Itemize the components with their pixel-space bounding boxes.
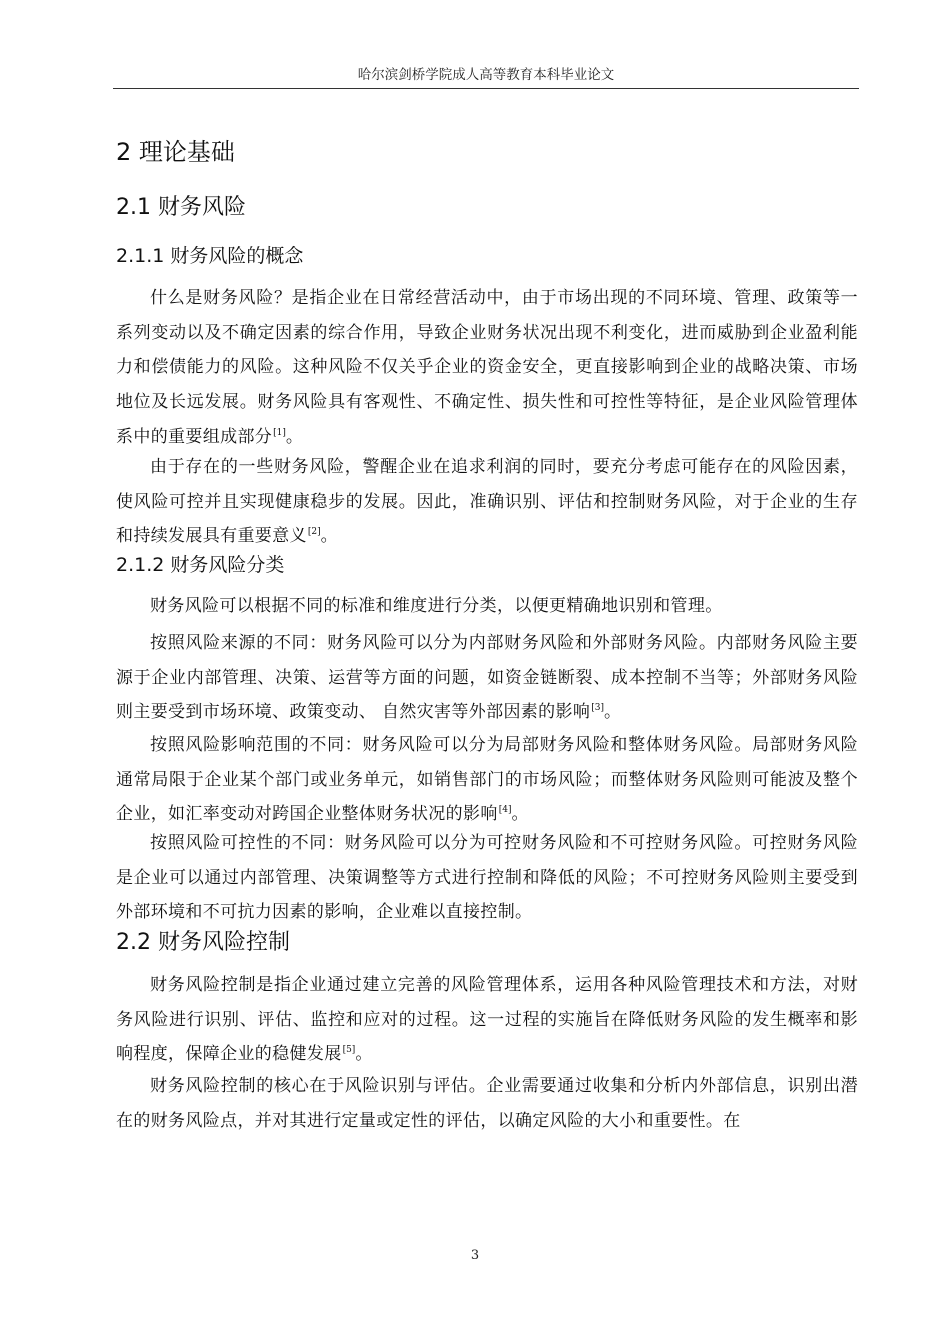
section-2-1-2-title: 2.1.2 财务风险分类 (116, 554, 285, 576)
section-2-2-title: 2.2 财务风险控制 (116, 930, 290, 955)
paragraph (116, 728, 858, 832)
page-number: 3 (470, 1248, 480, 1263)
paragraph-end: 。 (355, 1044, 373, 1065)
paragraph-end: 。 (285, 426, 304, 447)
paragraph-text: 财务风险控制是指企业通过建立完善的风险管理体系，运用各种风险管理技术和方法，对财务风险进行识别、评估、监控和应对的过程。这一过程的实施旨在降低财务风险的发生概率和影响程度，保障企业的稳健发展 (116, 975, 858, 1065)
paragraph-text: 财务风险可以根据不同的标准和维度进行分类，以便更精确地识别和管理。 (150, 596, 723, 616)
paragraph-text: 按照风险影响范围的不同：财务风险可以分为局部财务风险和整体财务风险。局部财务风险通常局限于企业某个部门或业务单元，如销售部门的市场风险；而整体财务风险则可能波及整个企业，如汇率变动对跨国企业整体财务状况的影响 (116, 735, 858, 825)
paragraph-text: 由于存在的一些财务风险，警醒企业在追求利润的同时，要充分考虑可能存在的风险因素，使风险可控并且实现健康稳步的发展。因此，准确识别、评估和控制财务风险，对于企业的生存和持续发展具有重要意义 (116, 457, 858, 547)
section-2-1-1-title: 2.1.1 财务风险的概念 (116, 245, 304, 267)
chapter-title: 2 理论基础 (116, 138, 235, 166)
paragraph (116, 589, 858, 624)
citation: [3] (591, 703, 604, 714)
paragraph (116, 826, 858, 930)
citation: [1] (273, 427, 286, 438)
paragraph-text: 按照风险可控性的不同：财务风险可以分为可控财务风险和不可控财务风险。可控财务风险是企业可以通过内部管理、决策调整等方式进行控制和降低的风险；不可控财务风险则主要受到外部环境和不可抗力因素的影响，企业难以直接控制。 (116, 833, 858, 923)
paragraph (116, 281, 858, 455)
paragraph-text: 什么是财务风险？是指企业在日常经营活动中，由于市场出现的不同环境、管理、政策等一系列变动以及不确定因素的综合作用，导致企业财务状况出现不利变化，进而威胁到企业盈利能力和偿债能力的风险。这种风险不仅关乎企业的资金安全，更直接影响到企业的战略决策、市场地位及长远发展。财务风险具有客观性、不确定性、损失性和可控性等特征，是企业风险管理体系中的重要组成部分 (116, 288, 858, 447)
section-2-1-title: 2.1 财务风险 (116, 195, 246, 220)
paragraph-end: 。 (603, 702, 622, 723)
paragraph (116, 450, 858, 554)
citation: [5] (342, 1045, 356, 1056)
paragraph-text: 按照风险来源的不同：财务风险可以分为内部财务风险和外部财务风险。内部财务风险主要源于企业内部管理、决策、运营等方面的问题，如资金链断裂、成本控制不当等；外部财务风险则主要受到市场环境、政策变动、 自然灾害等外部因素的影响 (116, 633, 858, 723)
paragraph (116, 626, 858, 730)
paragraph-end: 。 (320, 526, 338, 547)
paragraph-text: 财务风险控制的核心在于风险识别与评估。企业需要通过收集和分析内外部信息，识别出潜在的财务风险点，并对其进行定量或定性的评估，以确定风险的大小和重要性。在 (116, 1076, 858, 1131)
citation: [4] (498, 805, 512, 816)
citation: [2] (307, 527, 321, 538)
page-header: 哈尔滨剑桥学院成人高等教育本科毕业论文 (113, 62, 859, 89)
paragraph (116, 968, 858, 1072)
paragraph-end: 。 (511, 804, 529, 825)
paragraph (116, 1069, 858, 1138)
